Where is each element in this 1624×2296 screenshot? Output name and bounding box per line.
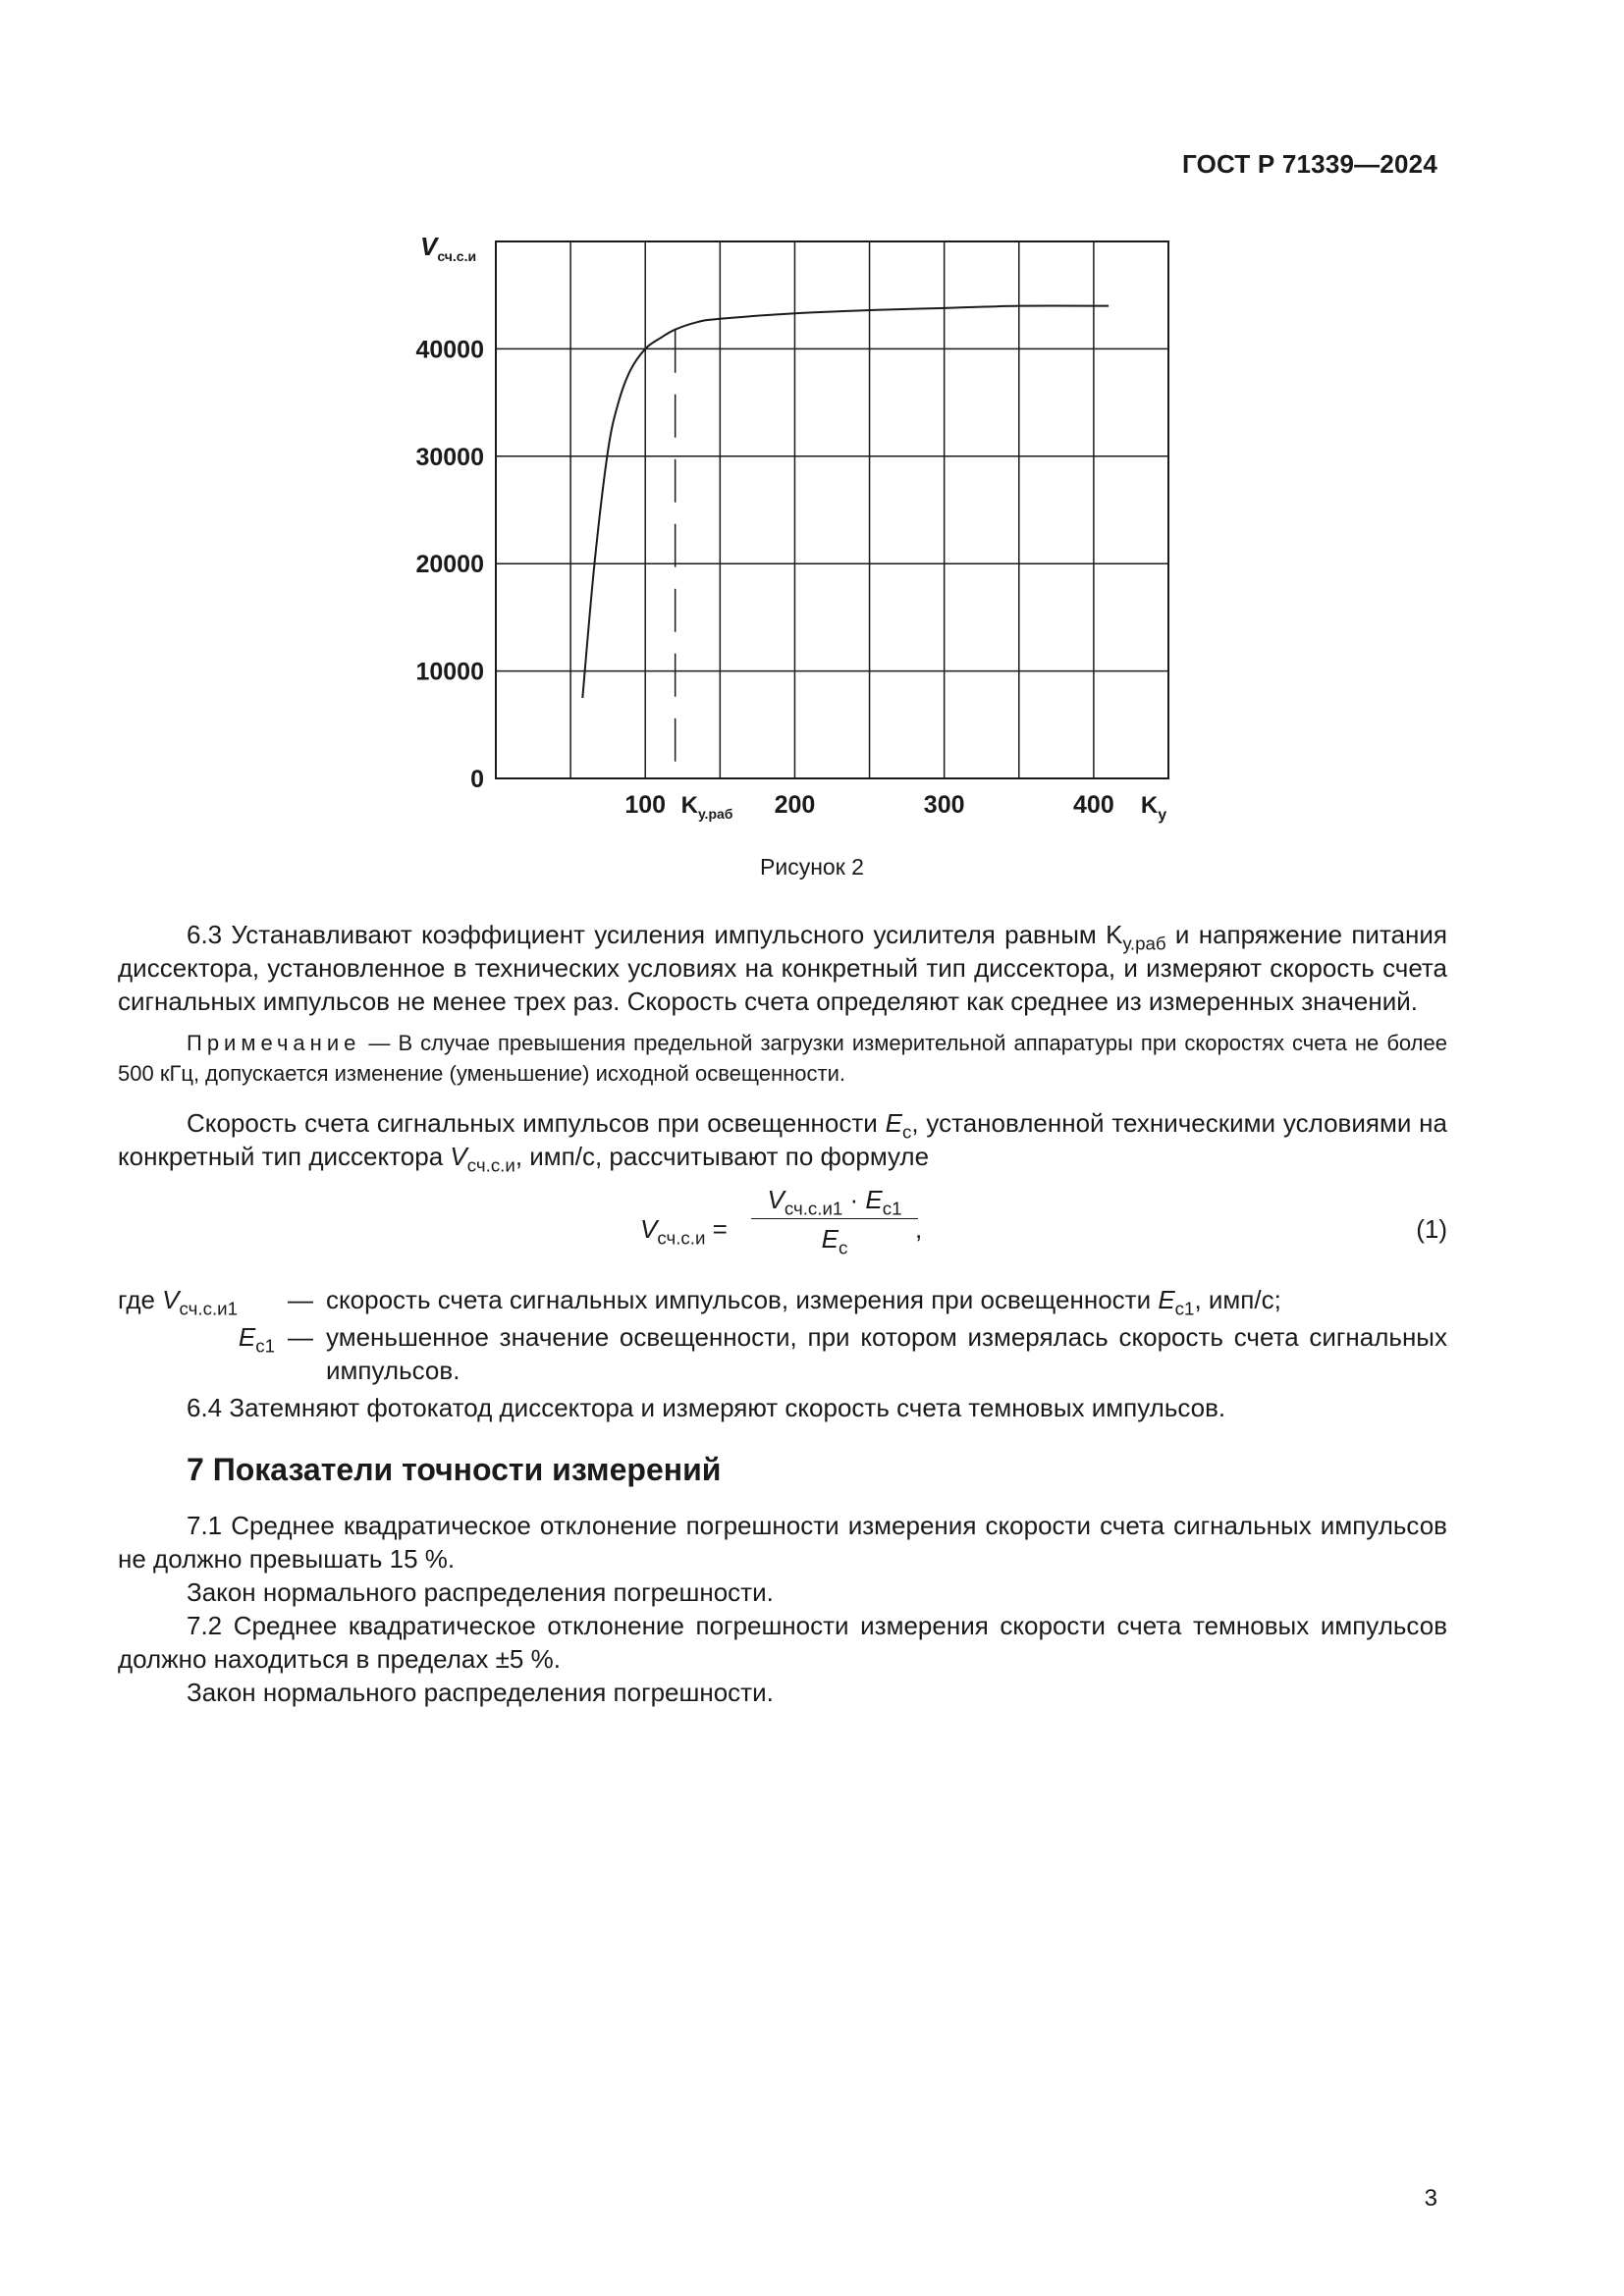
y-tick-labels bbox=[415, 336, 484, 793]
paragraph-7-1-law: Закон нормального распределения погрешности. bbox=[187, 1577, 774, 1607]
y-tick-label: 0 bbox=[470, 766, 484, 793]
formula-1 bbox=[118, 1183, 1447, 1273]
y-axis-symbol: V bbox=[420, 232, 438, 261]
paragraph-7-2-law: Закон нормального распределения погрешности. bbox=[187, 1678, 774, 1707]
plot-frame bbox=[496, 241, 1168, 778]
x-tick-label: 300 bbox=[923, 791, 965, 819]
note-label: Примечание bbox=[187, 1031, 361, 1055]
y-tick-label: 40000 bbox=[415, 336, 484, 364]
y-tick-label: 10000 bbox=[415, 658, 484, 686]
x-axis-symbol: K bbox=[1140, 792, 1159, 819]
paragraph-7-2: 7.2 Среднее квадратическое отклонение погрешности измерения скорости счета темновых импульсов должно находиться в пределах ±5 %. bbox=[118, 1611, 1447, 1674]
paragraph-7-1: 7.1 Среднее квадратическое отклонение погрешности измерения скорости счета сигнальных импульсов не должно превышать 15 %. bbox=[118, 1511, 1447, 1574]
y-tick-label: 30000 bbox=[415, 443, 484, 471]
y-axis-subscript: сч.с.и bbox=[437, 248, 477, 264]
formula-fraction bbox=[751, 1183, 918, 1258]
x-tick-label: 100 bbox=[624, 791, 667, 819]
body-text bbox=[118, 918, 1447, 1709]
paragraph-6-3: 6.3 Устанавливают коэффициент усиления импульсного усилителя равным $K_{у.раб}$ и напряжение питания диссектора, установленное в технических условиях на конкретный тип диссектора, и измеряют скорость счета сигнальных импульсов не менее трех раз. Скорость счета определяют как среднее из измеренных значений. bbox=[118, 920, 1447, 1016]
marker-subscript: у.раб bbox=[698, 806, 733, 822]
formula-denominator: $E_c$ bbox=[821, 1224, 848, 1258]
definition-v: где $V_{сч.с.и1}$ — скорость счета сигнальных импульсов, измерения при освещенности $E_{c1}$, имп/с; bbox=[118, 1285, 1281, 1319]
formula-lhs: $V_{сч.с.и}$ = bbox=[640, 1214, 728, 1249]
x-tick-label: 400 bbox=[1073, 791, 1114, 819]
formula-numerator: $V_{сч.с.и1} \cdot E_{c1}$ bbox=[751, 1183, 918, 1219]
definition-e: $E_{c1}$ — уменьшенное значение освещенности, при котором измерялась скорость счета сигнальных импульсов. bbox=[238, 1322, 1447, 1385]
x-axis-subscript: у bbox=[1158, 807, 1167, 824]
standard-header: ГОСТ Р 71339—2024 bbox=[1182, 149, 1437, 179]
figure-2-chart bbox=[393, 226, 1198, 834]
chart-grid bbox=[496, 241, 1168, 778]
formula-comma: , bbox=[915, 1214, 923, 1244]
x-axis-label bbox=[1141, 792, 1166, 824]
section-7-title: 7 Показатели точности измерений bbox=[187, 1452, 722, 1487]
marker-symbol: K bbox=[680, 792, 699, 819]
formula-number: (1) bbox=[1416, 1214, 1447, 1244]
marker-label bbox=[681, 792, 733, 822]
figure-caption: Рисунок 2 bbox=[760, 854, 864, 880]
note: Примечание — В случае превышения предельной загрузки измерительной аппаратуры при скоростях счета не более 500 кГц, допускается изменение (уменьшение) исходной освещенности. bbox=[118, 1031, 1447, 1086]
x-tick-label: 200 bbox=[774, 791, 816, 819]
y-tick-label: 20000 bbox=[415, 551, 484, 579]
y-axis-label bbox=[420, 232, 476, 264]
series-line bbox=[582, 305, 1109, 697]
paragraph-6-4: 6.4 Затемняют фотокатод диссектора и измеряют скорость счета темновых импульсов. bbox=[187, 1393, 1226, 1422]
page-number: 3 bbox=[1424, 2185, 1437, 2212]
paragraph-formula-intro: Скорость счета сигнальных импульсов при освещенности $E_c$, установленной техническими условиями на конкретный тип диссектора $V_{сч.с.и}$, имп/с, рассчитывают по формуле bbox=[118, 1108, 1447, 1176]
